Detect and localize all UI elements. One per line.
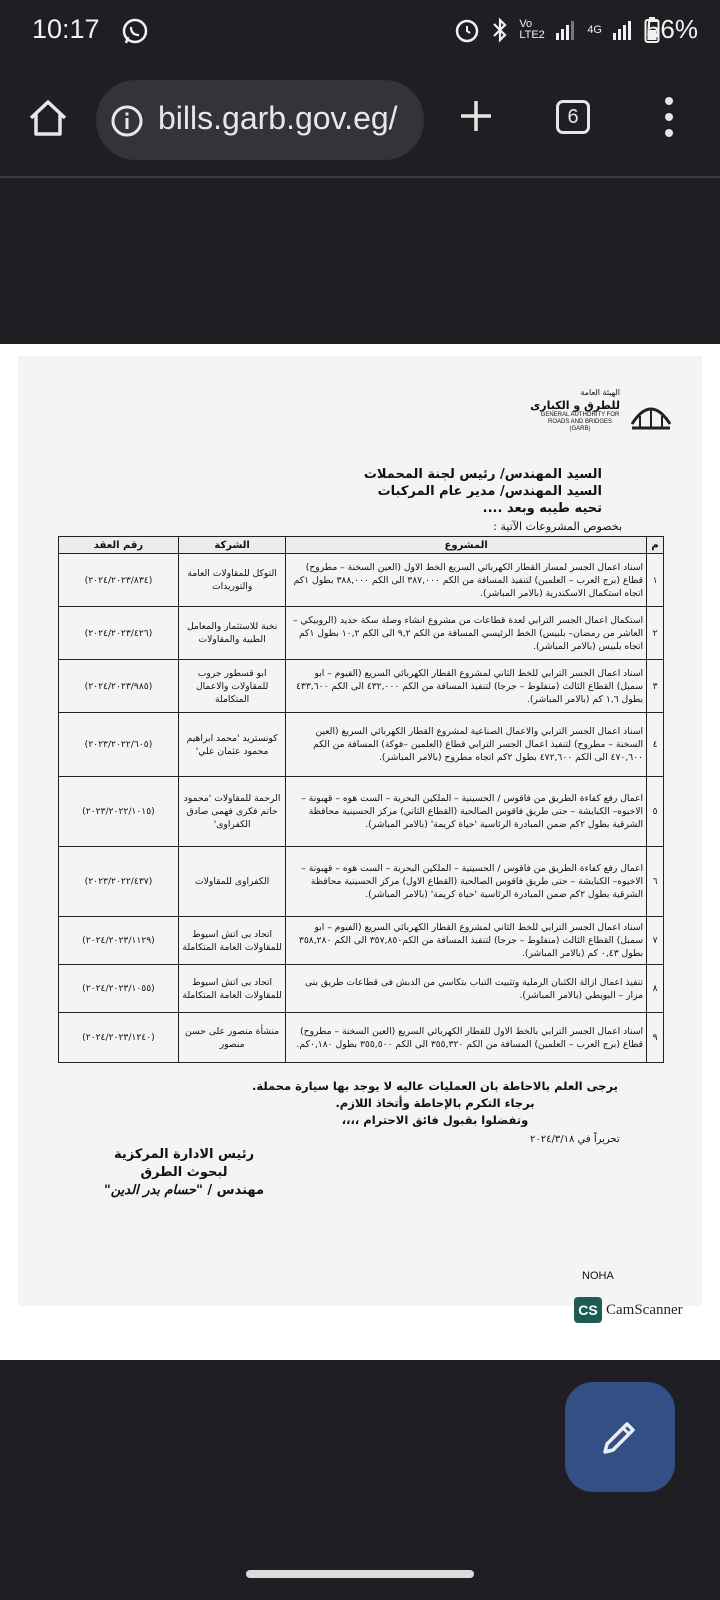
row-company: الكفراوى للمقاولات: [178, 847, 285, 917]
signature-prefix: مهندس /: [207, 1183, 265, 1198]
row-project: اعمال رفع كفاءة الطريق من فاقوس / الحسينية – الملكين البحرية – الست هوه – قهبونة – الاخيوه– الكبايشة – حتى طريق فاقوس الصالحية (القطاع الثاني) مركز الحسينية محافظة الشرقية بطول ٢كم ضمن المبادرة الرئاسية 'حياة كريمة' (بالامر المباشر).: [286, 777, 647, 847]
row-num: ٧: [647, 917, 664, 965]
closing: وتفضلوا بقبول فائق الاحترام ،،،،: [341, 1113, 529, 1127]
row-contract: (٢٠٢٣/٢٠٢٢/٤٣٧): [59, 847, 179, 917]
intro-line: بخصوص المشروعات الآتية :: [493, 520, 622, 533]
signature-title-2: لبحوث الطرق: [140, 1165, 228, 1180]
signature-line: [104, 1182, 264, 1200]
alarm-icon: [453, 16, 481, 44]
addressee-1: السيد المهندس/ رئيس لجنة المحملات: [363, 467, 602, 482]
greeting: تحيه طيبه وبعد ....: [482, 501, 602, 516]
tab-switcher-button[interactable]: 6: [556, 100, 590, 134]
network-type: 4G: [587, 24, 602, 36]
table-row: [59, 660, 664, 713]
garb-logo: [530, 386, 680, 446]
bridge-logo-icon: [630, 390, 672, 436]
volte-indicator: Vo LTE2: [519, 18, 545, 41]
table-row: [59, 965, 664, 1013]
row-num: ١: [647, 554, 664, 607]
signature-block: [104, 1146, 264, 1200]
battery-percent: 56%: [645, 14, 698, 44]
col-project-header: المشروع: [286, 537, 647, 554]
address-bar[interactable]: [96, 80, 424, 160]
row-contract: (٢٠٢٤/٢٠٢٣/٨٣٤): [59, 554, 179, 607]
overflow-menu-icon[interactable]: [664, 96, 674, 138]
whatsapp-icon: [120, 16, 150, 46]
note-2: برجاء التكرم بالإحاطة وأتخاذ اللازم.: [335, 1096, 535, 1110]
logo-arabic: [530, 386, 620, 412]
home-icon[interactable]: [26, 96, 70, 140]
camscanner-watermark: [574, 1297, 683, 1323]
row-num: ٤: [647, 713, 664, 777]
edit-button[interactable]: [565, 1382, 675, 1492]
table-row: [59, 917, 664, 965]
table-row: [59, 847, 664, 917]
row-num: ٨: [647, 965, 664, 1013]
signature-title-1: رئيس الادارة المركزية: [114, 1147, 255, 1162]
scanned-letter: [18, 356, 702, 1306]
table-row: [59, 554, 664, 607]
logo-english: GENERAL AUTHORITY FOR ROADS AND BRIDGES (GARB): [540, 412, 620, 432]
row-project: اسناد اعمال الجسر الترابي والاعمال الصناعية لمشروع القطار الكهربائي السريع (العين السخنة – مطروح) لتنفيذ اعمال الجسر الترابي قطاع (العلمين –فوكة) المسافة من الكم ٤٧٠,٦٠٠ الى الكم ٤٧٢,٦٠٠ بطول ٢كم اتجاه مطروح (بالامر المباشر).: [286, 713, 647, 777]
table-row: [59, 777, 664, 847]
browser-toolbar: [0, 66, 720, 178]
signature-name: "حسام بدر الدين": [104, 1183, 203, 1198]
row-project: استكمال اعمال الجسر الترابي لعدة قطاعات من مشروع انشاء وصلة سكة حديد (الروبيكي – العاشر من رمضان– بلبيس) الخط الرئيسي المسافة من الكم ٩,٢ الى الكم ١٠,٢ بطول ١كم اتجاه بلبيس (بالامر المباشر).: [286, 607, 647, 660]
row-contract: (٢٠٢٣/٢٠٢٢/١٠١٥): [59, 777, 179, 847]
row-project: تنفيذ اعمال ازالة الكثبان الرملية وتثبيت التباب بتكاسي من الدبش فى قطاعات طريق بنى مزار – البويطي (بالامر المباشر).: [286, 965, 647, 1013]
row-contract: (٢٠٢٣/٢٠٢٢/٦٠٥): [59, 713, 179, 777]
logo-arabic-line2: للطرق و الكبارى: [530, 399, 620, 412]
addressees: [364, 466, 602, 517]
row-contract: (٢٠٢٤/٢٠٢٣/١١٢٩): [59, 917, 179, 965]
row-company: كونستريد 'محمد ابراهيم محمود عثمان علي': [178, 713, 285, 777]
row-company: نخبة للاستثمار والمعامل الطبية والمقاولات: [178, 607, 285, 660]
row-company: منشأة منصور على حسن منصور: [178, 1013, 285, 1063]
typist-initials: NOHA: [582, 1270, 614, 1282]
row-num: ٩: [647, 1013, 664, 1063]
logo-arabic-line1: الهيئة العامة: [580, 388, 620, 397]
info-icon[interactable]: [110, 104, 144, 138]
status-icons: [453, 16, 660, 44]
closing-notes: [252, 1078, 618, 1129]
row-num: ٢: [647, 607, 664, 660]
table-row: [59, 713, 664, 777]
pencil-icon: [599, 1416, 641, 1458]
row-project: اسناد اعمال الجسر الترابي بالخط الاول للقطار الكهربائي السريع (العين السخنة – مطروح) قطاع (برج العرب – العلمين) المسافة من الكم ٣٥٥,٣٢٠ الى الكم ٣٥٥,٥٠٠ بطول ٠,١٨٠كم.: [286, 1013, 647, 1063]
row-contract: (٢٠٢٤/٢٠٢٣/١٠٥٥): [59, 965, 179, 1013]
document-viewer[interactable]: [0, 344, 720, 1360]
row-project: اعمال رفع كفاءة الطريق من فاقوس / الحسينية – الملكين البحرية – الست هوه – قهبونة – الاخيوه– الكبايشة – حتى طريق فاقوس الصالحية (القطاع الاول) مركز الحسينية محافظة الشرقية بطول ٢كم ضمن المبادرة الرئاسية 'حياة كريمة' (بالامر المباشر).: [286, 847, 647, 917]
row-company: الرحمة للمقاولات 'محمود حاتم فكرى فهمى صادق الكفراوى': [178, 777, 285, 847]
addressee-2: السيد المهندس/ مدير عام المركبات: [377, 484, 602, 499]
row-num: ٣: [647, 660, 664, 713]
camscanner-text: CamScanner: [606, 1301, 683, 1318]
row-contract: (٢٠٢٤/٢٠٢٣/٤٢٦): [59, 607, 179, 660]
signal-icon-2: [612, 19, 634, 41]
new-tab-icon[interactable]: [458, 98, 494, 134]
col-contract-header: رقم العقد: [59, 537, 179, 554]
row-project: اسناد اعمال الجسر لمسار القطار الكهربائي السريع الخط الاول (العين السخنة – مطروح) قطاع (برج العرب – العلمين) لتنفيذ المسافة من الكم ٣٨٧,٠٠٠ الى الكم ٣٨٨,٠٠٠ بطول ١كم اتجاه استكمال الاسكندرية (بالامر المباشر).: [286, 554, 647, 607]
gesture-nav-bar[interactable]: [246, 1570, 474, 1578]
url-text[interactable]: bills.garb.gov.eg/: [158, 100, 398, 136]
row-num: ٦: [647, 847, 664, 917]
table-row: [59, 607, 664, 660]
col-num-header: م: [647, 537, 664, 554]
row-company: التوكل للمقاولات العامة والتوريدات: [178, 554, 285, 607]
row-company: اتحاد بى اتش اسيوط للمقاولات العامة المتكاملة: [178, 965, 285, 1013]
row-num: ٥: [647, 777, 664, 847]
row-company: ابو قسطور جروب للمقاولات والاعمال المتكاملة: [178, 660, 285, 713]
row-contract: (٢٠٢٤/٢٠٢٣/٩٨٥): [59, 660, 179, 713]
col-company-header: الشركة: [178, 537, 285, 554]
row-project: اسناد اعمال الجسر الترابي للخط الثاني لمشروع القطار الكهربائي السريع (الفيوم – ابو سمبل) القطاع الثالث (منفلوط – جرجا) لتنفيذ المسافة من الكم ٤٣٢,٠٠٠ الى الكم ٤٣٣,٦٠٠ بطول ١,٦ كم (بالامر المباشر).: [286, 660, 647, 713]
table-header: [59, 537, 664, 554]
letter-date: تحريراً في ٢٠٢٤/٣/١٨: [530, 1134, 620, 1145]
table-row: [59, 1013, 664, 1063]
bluetooth-icon: [491, 16, 509, 44]
clock: 10:17: [32, 14, 100, 44]
camscanner-logo-icon: CS: [574, 1297, 602, 1323]
row-company: اتحاد بى اتش اسيوط للمقاولات العامة المتكاملة: [178, 917, 285, 965]
row-contract: (٢٠٢٤/٢٠٢٣/١٢٤٠): [59, 1013, 179, 1063]
projects-table: [58, 536, 664, 1063]
note-1: يرجى العلم بالاحاطة بان العمليات عاليه لا يوجد بها سيارة محملة.: [252, 1079, 618, 1093]
row-project: اسناد اعمال الجسر الترابي للخط الثاني لمشروع القطار الكهربائي السريع (الفيوم – ابو سمبل) القطاع الثالث (منفلوط – جرجا) لتنفيذ المسافة من الكم٣٥٧,٨٥٠ الى الكم ٣٥٨,٢٨٠ بطول ٠,٤٣ كم (بالامر المباشر).: [286, 917, 647, 965]
status-bar: [0, 0, 720, 66]
signal-icon: [555, 19, 577, 41]
